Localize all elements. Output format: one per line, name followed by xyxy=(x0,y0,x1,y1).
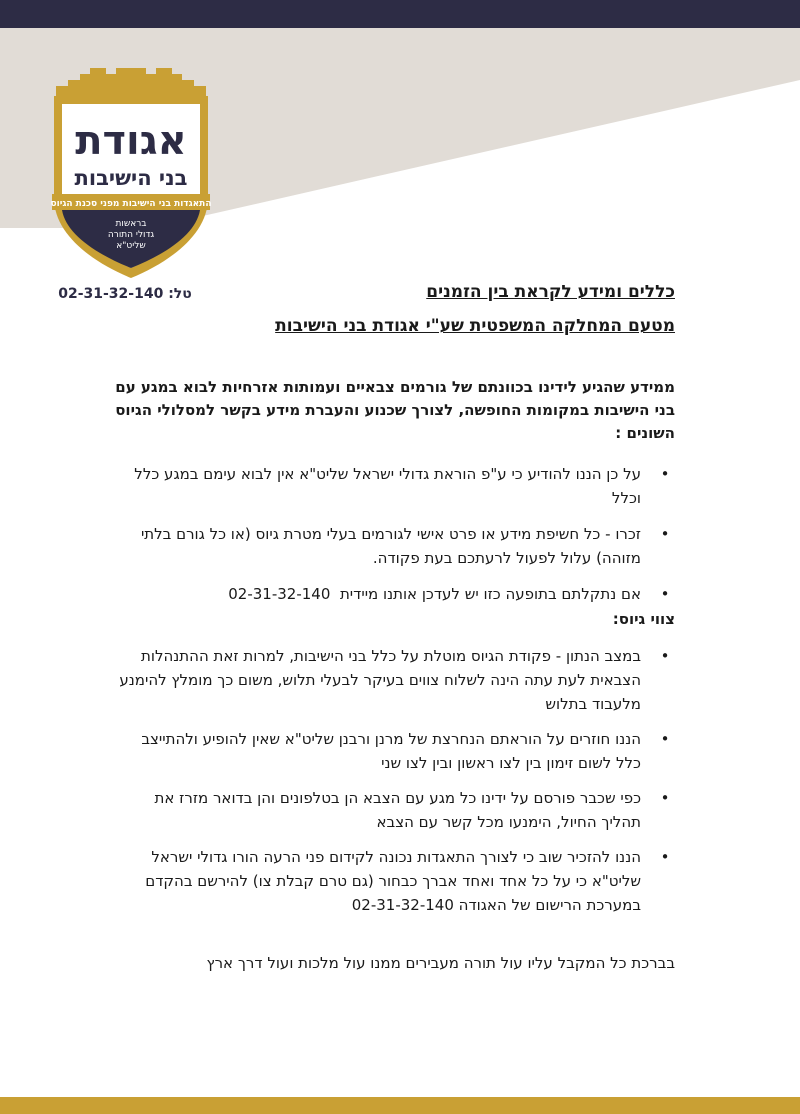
bullet-dot-icon: • xyxy=(660,525,670,543)
list-item-text: במצב הנתון - פקודת הגיוס מוטלת על כלל בני הישיבות, למרות זאת ההתנהלות הצבאית לעת עתה הינה לשלוח צווים בעיקר לבעלי תלוש, משום כך מומלץ להימנע מלעבוד בתלוש xyxy=(119,647,641,713)
list-item xyxy=(115,786,675,834)
list-item xyxy=(115,522,675,570)
logo-line-2: גדולי התורה xyxy=(107,230,155,240)
logo-title: אגודת xyxy=(75,118,187,164)
list-item-text: כפי שכבר פורסם על ידינו כל מגע עם הצבא הן בטלפונים והן בדואר מזרז את תהליך החיול, הימנעו מכל קשר עם הצבא xyxy=(154,789,641,831)
intro-paragraph: ממידע שהגיע לידינו בכוונתם של גורמים צבאיים ועמותות אזרחיות לבוא במגע עם בני הישיבות במקומות החופשה, לצורך שכנוע והעברת מידע בקשר למסלולי הגיוס השונים : xyxy=(115,378,675,442)
bullet-dot-icon: • xyxy=(660,789,670,807)
bullet-dot-icon: • xyxy=(660,730,670,748)
header-phone xyxy=(30,286,220,302)
logo-line-3: שליט"א xyxy=(116,241,146,251)
logo-subtitle: בני הישיבות xyxy=(74,166,188,190)
list-item xyxy=(115,582,675,606)
bullet-dot-icon: • xyxy=(660,585,670,603)
list-item xyxy=(115,845,675,917)
general-bullet-list xyxy=(115,462,675,618)
list-item xyxy=(115,462,675,510)
phone-label: טל: xyxy=(168,286,192,302)
contact-phone-number: 02-31-32-140 xyxy=(228,585,331,603)
registration-phone-number: 02-31-32-140 xyxy=(351,896,454,914)
closing-blessing: בברכת כל המקבל עליו עול תורה מעבירים ממנו עול מלכות ועול דרך ארץ xyxy=(206,954,675,972)
bottom-gold-bar xyxy=(0,1097,800,1114)
bullet-dot-icon: • xyxy=(660,647,670,665)
logo-line-1: בראשות xyxy=(115,219,147,229)
top-navy-bar xyxy=(0,0,800,28)
bullet-dot-icon: • xyxy=(660,848,670,866)
phone-number: 02-31-32-140 xyxy=(58,286,164,302)
list-item-text: אם נתקלתם בתופעה כזו יש לעדכן אותנו מיידית xyxy=(339,585,641,603)
list-item-text: הננו להזכיר שוב כי לצורך התאגדות נכונה לקידום פני הרעה הורו גדולי ישראל שליט"א כי על כל אחד ואחד אברך כבחור (גם טרם קבלת צו) להירשם בהקדם במערכת הרישום של האגודה xyxy=(145,848,641,914)
logo-ribbon-text: התאגדות בני הישיבות מפני סכנת הגיוס xyxy=(50,199,212,209)
section-label-orders: צווי גיוס: xyxy=(612,610,675,628)
bullet-dot-icon: • xyxy=(660,465,670,483)
orders-bullet-list xyxy=(115,644,675,928)
list-item-text: הננו חוזרים על הוראתם הנחרצת של מרנן ורבנן שליט"א שאין להופיע ולהתייצב כלל לשום זימון בין לצו ראשון ובין לצו שני xyxy=(141,730,641,772)
document-title: כללים ומידע לקראת בין הזמנים xyxy=(426,282,675,302)
fortress-shield-logo xyxy=(50,66,212,280)
document-subtitle: מטעם המחלקה המשפטית שע"י אגודת בני הישיבות xyxy=(275,316,675,336)
list-item-text: זכרו - כל חשיפת מידע או פרט אישי לגורמים בעלי מטרת גיוס (או כל גורם בלתי מזוהה) עלול לפעול לרעתכם בעת פקודה. xyxy=(140,525,641,567)
list-item xyxy=(115,644,675,716)
organization-logo xyxy=(50,66,212,280)
list-item xyxy=(115,727,675,775)
list-item-text: על כן הננו להודיע כי ע"פ הוראת גדולי ישראל שליט"א אין לבוא עימם במגע כלל וכלל xyxy=(134,465,641,507)
